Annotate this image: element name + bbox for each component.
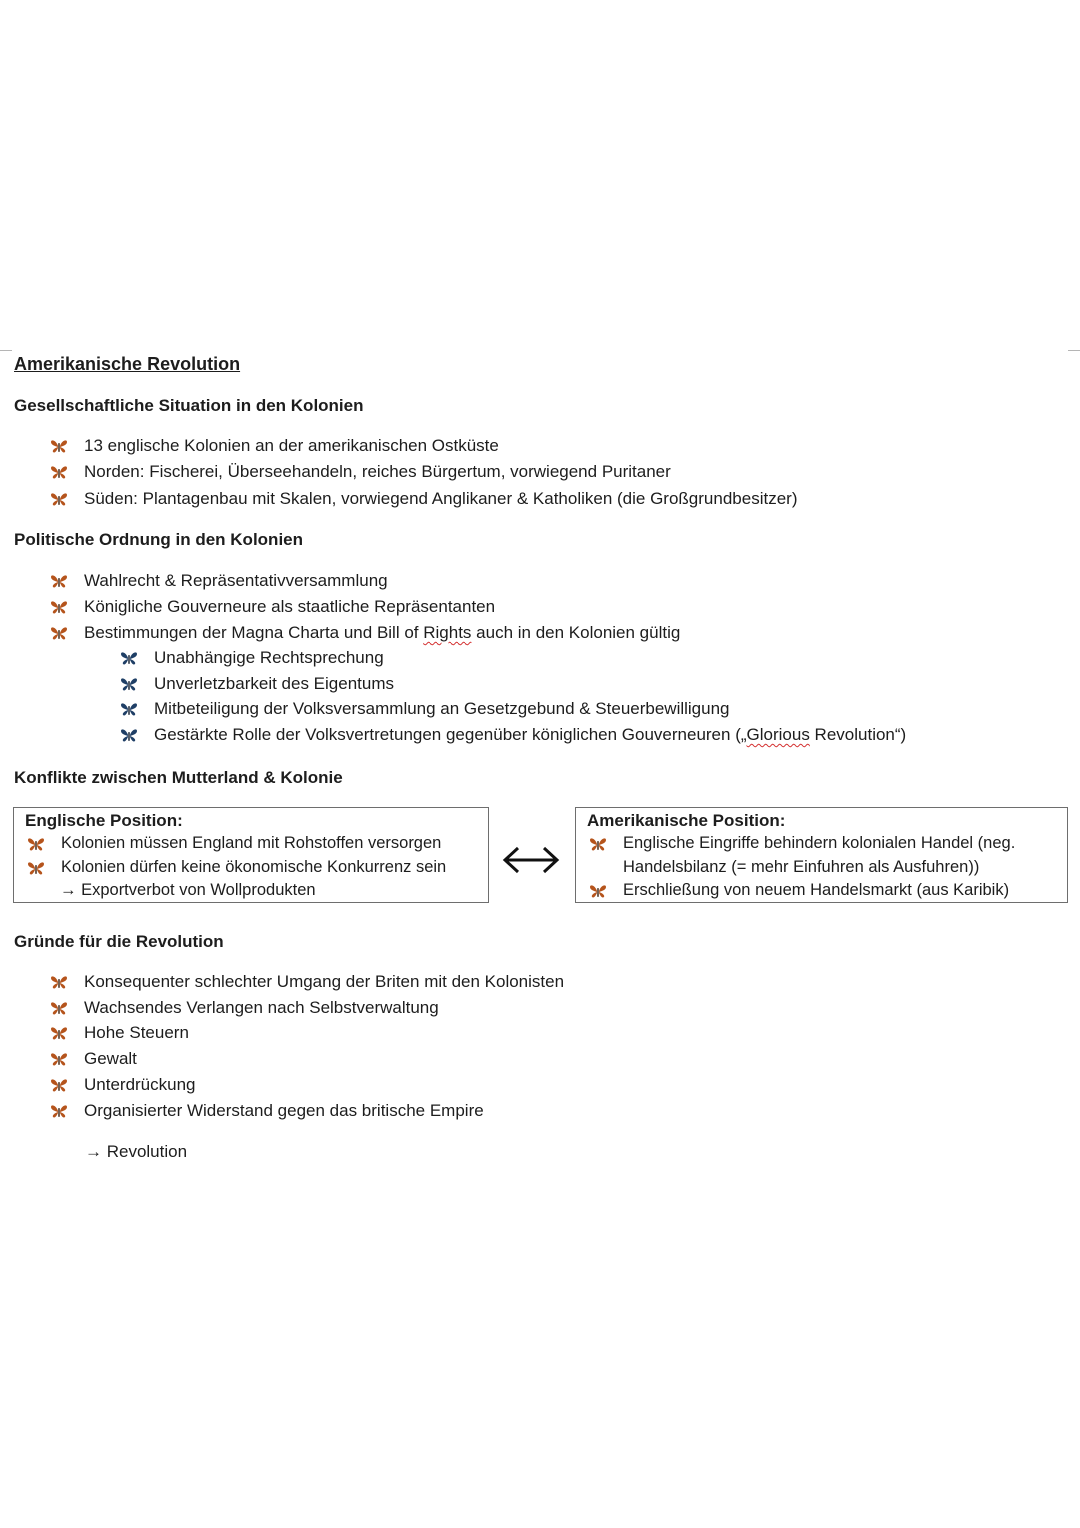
butterfly-bullet-icon [50, 1052, 68, 1066]
spellcheck-flagged-word: Glorious [746, 725, 810, 744]
butterfly-bullet-icon [120, 702, 138, 716]
list-item: Konsequenter schlechter Umgang der Briten mit den Kolonisten [50, 972, 564, 992]
document-title: Amerikanische Revolution [14, 354, 241, 374]
list-item: Kolonien müssen England mit Rohstoffen versorgen [27, 834, 441, 853]
american-position-heading: Amerikanische Position: [587, 811, 786, 830]
list-item: Königliche Gouverneure als staatliche Repräsentanten [50, 597, 495, 617]
sub-list-item: Unabhängige Rechtsprechung [120, 648, 384, 668]
list-item-continuation: Handelsbilanz (= mehr Einfuhren als Ausfuhren)) [623, 858, 980, 876]
butterfly-bullet-icon [50, 574, 68, 588]
butterfly-bullet-icon [120, 728, 138, 742]
list-item: Organisierter Widerstand gegen das britische Empire [50, 1101, 484, 1121]
butterfly-bullet-icon [50, 1104, 68, 1118]
butterfly-bullet-icon [50, 465, 68, 479]
butterfly-bullet-icon [50, 439, 68, 453]
english-position-heading: Englische Position: [25, 811, 183, 830]
butterfly-bullet-icon [50, 492, 68, 506]
list-item: Wachsendes Verlangen nach Selbstverwaltung [50, 998, 439, 1018]
butterfly-bullet-icon [120, 651, 138, 665]
list-item: Gewalt [50, 1049, 137, 1069]
sub-list-item: Unverletzbarkeit des Eigentums [120, 674, 394, 694]
section-heading-reasons: Gründe für die Revolution [14, 932, 224, 951]
list-item: Erschließung von neuem Handelsmarkt (aus Karibik) [589, 881, 1009, 900]
spellcheck-flagged-word: Rights [423, 623, 472, 642]
butterfly-bullet-icon [27, 861, 45, 875]
list-item: Bestimmungen der Magna Charta und Bill of Rights auch in den Kolonien gültig [50, 623, 680, 643]
list-item: Kolonien dürfen keine ökonomische Konkurrenz sein [27, 858, 446, 877]
sub-list-item: Mitbeteiligung der Volksversammlung an Gesetzgebund & Steuerbewilligung [120, 699, 730, 719]
revolution-conclusion: → Revolution [85, 1142, 188, 1161]
butterfly-bullet-icon [27, 837, 45, 851]
page-corner-mark-right [1068, 350, 1080, 351]
list-item: Unterdrückung [50, 1075, 196, 1095]
list-item: Norden: Fischerei, Überseehandeln, reiches Bürgertum, vorwiegend Puritaner [50, 462, 671, 482]
double-arrow-icon [500, 840, 562, 880]
butterfly-bullet-icon [50, 1026, 68, 1040]
english-position-box [13, 807, 489, 903]
list-item: Wahlrecht & Repräsentativversammlung [50, 571, 388, 591]
section-heading-politics: Politische Ordnung in den Kolonien [14, 530, 303, 549]
page-corner-mark-left [0, 350, 12, 351]
american-position-box [575, 807, 1068, 903]
list-item: Englische Eingriffe behindern kolonialen Handel (neg. [589, 834, 1015, 853]
butterfly-bullet-icon [589, 884, 607, 898]
butterfly-bullet-icon [50, 975, 68, 989]
butterfly-bullet-icon [50, 1078, 68, 1092]
section-heading-society: Gesellschaftliche Situation in den Kolonien [14, 396, 364, 415]
butterfly-bullet-icon [50, 1001, 68, 1015]
butterfly-bullet-icon [120, 677, 138, 691]
sub-list-item: Gestärkte Rolle der Volksvertretungen gegenüber königlichen Gouverneuren („Glorious Revolution“) [120, 725, 906, 745]
list-item: 13 englische Kolonien an der amerikanischen Ostküste [50, 436, 499, 456]
butterfly-bullet-icon [589, 837, 607, 851]
english-position-note: → Exportverbot von Wollprodukten [60, 881, 316, 899]
list-item: Süden: Plantagenbau mit Skalen, vorwiegend Anglikaner & Katholiken (die Großgrundbesitzer) [50, 489, 797, 509]
butterfly-bullet-icon [50, 600, 68, 614]
section-heading-conflicts: Konflikte zwischen Mutterland & Kolonie [14, 768, 343, 787]
butterfly-bullet-icon [50, 626, 68, 640]
list-item: Hohe Steuern [50, 1023, 189, 1043]
